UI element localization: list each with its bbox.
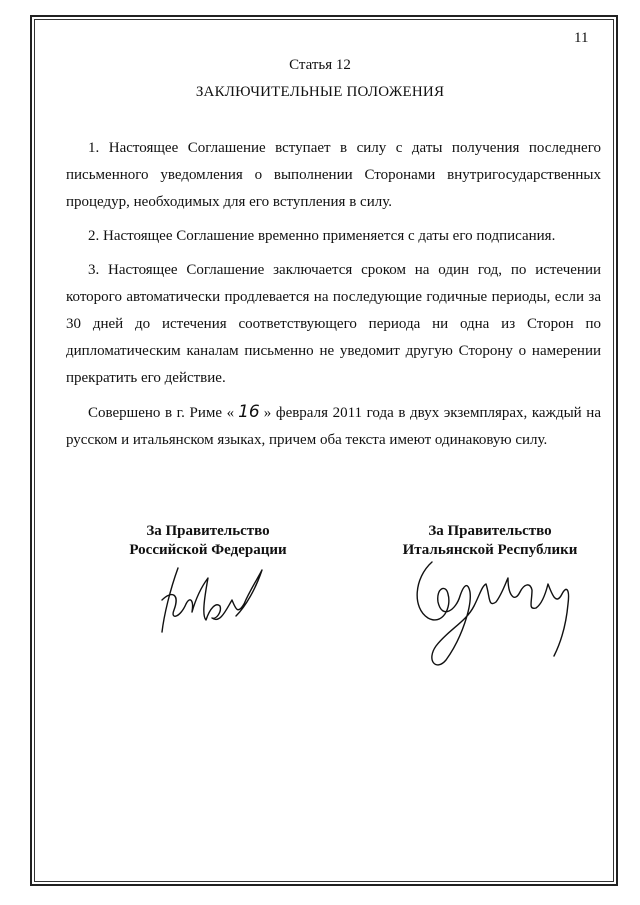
paragraph-1: 1. Настоящее Соглашение вступает в силу с даты получения последнего письменного уведомления о выполнении Сторонами внутригосударственных процедур, необходимых для его вступления в силу. — [66, 140, 601, 210]
signatory-italy-line1: За Правительство — [428, 523, 552, 539]
closing-paragraph — [66, 399, 601, 454]
handwritten-day: 16 — [238, 402, 260, 422]
signatory-russia — [108, 522, 308, 560]
paragraph-2: 2. Настоящее Соглашение временно применяется с даты его подписания. — [88, 228, 556, 244]
document-body — [66, 135, 601, 461]
page-number: 11 — [574, 30, 589, 46]
signature-russia — [150, 560, 280, 640]
section-heading: ЗАКЛЮЧИТЕЛЬНЫЕ ПОЛОЖЕНИЯ — [195, 84, 445, 100]
closing-prefix: Совершено в г. Риме « — [88, 405, 235, 421]
signatory-russia-line1: За Правительство — [146, 523, 270, 539]
signatory-russia-line2: Российской Федерации — [129, 542, 287, 558]
signatory-italy-line2: Итальянской Республики — [402, 542, 578, 558]
paragraph-3: 3. Настоящее Соглашение заключается сроком на один год, по истечении которого автоматически продлевается на последующие годичные периоды, если за 30 дней до истечения соответствующего периода ни одна из Сторон по дипломатическим каналам письменно не уведомит другую Сторону о намерении прекратить его действие. — [66, 262, 601, 386]
closing-suffix: » февраля 2011 года в двух экземплярах, каждый на русском и итальянском языках, причем оба текста имеют одинаковую силу. — [66, 405, 601, 448]
article-title: Статья 12 — [289, 57, 351, 73]
signature-italy — [402, 548, 582, 673]
